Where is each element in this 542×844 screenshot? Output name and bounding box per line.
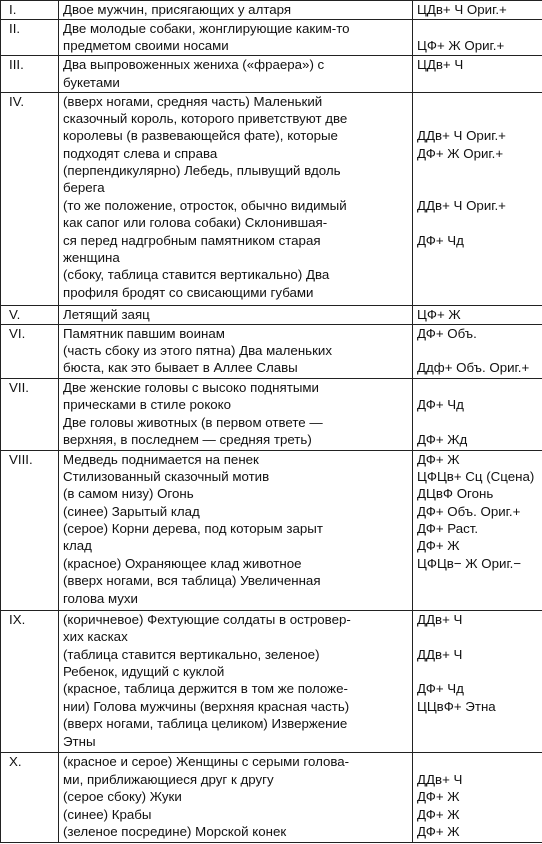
card-number: VIII. (9, 451, 33, 467)
response-line: ся перед надгробным памятником старая (63, 232, 321, 248)
response-line: Двое мужчин, присягающих у алтаря (63, 2, 292, 17)
scoring-cell (413, 378, 542, 450)
response-line: подходят слева и справа (63, 145, 218, 161)
response-cell (59, 610, 413, 753)
response-line: женщина (63, 250, 120, 266)
card-number-cell (1, 753, 59, 843)
response-line: (вверх ногами, средняя часть) Маленький (63, 93, 323, 109)
table-row (1, 610, 542, 753)
scoring-cell (413, 56, 542, 92)
response-line: (таблица ставится вертикально, зеленое) (63, 646, 320, 662)
response-line: (часть сбоку из этого пятна) Два маленьких (63, 343, 332, 358)
table-body (1, 1, 542, 843)
card-number: VI. (9, 325, 26, 341)
card-number: V. (9, 306, 21, 322)
scoring-code (417, 342, 542, 359)
card-number-cell (1, 610, 59, 753)
response-line: (сбоку, таблица ставится вертикально) Два (63, 267, 330, 283)
response-line: (красное и серое) Женщины с серыми голова- (63, 754, 350, 770)
scoring-code (417, 214, 542, 231)
scoring-code: ДДв+ Ч (417, 646, 463, 662)
response-line: сказочный король, которого приветствуют две (63, 110, 348, 126)
card-number-cell (1, 450, 59, 610)
scoring-code: ЦЦвФ+ Этна (417, 698, 496, 714)
scoring-code: ДЦвФ Огонь (417, 486, 494, 502)
scoring-code: ЦФЦв− Ж Ориг.− (417, 555, 522, 571)
scoring-code (417, 663, 542, 680)
scoring-code: ДДв+ Ч Ориг.+ (417, 197, 506, 213)
scoring-cell (413, 92, 542, 305)
response-line: ми, приближающиеся друг к другу (63, 771, 274, 787)
card-number: IV. (9, 93, 25, 109)
scoring-code (417, 110, 542, 127)
scoring-code: ЦДв+ Ч Ориг.+ (417, 2, 507, 17)
scoring-cell (413, 305, 542, 324)
response-line: (серое) Корни дерева, под которым зарыт (63, 521, 323, 537)
table-row (1, 56, 542, 92)
scoring-code: ДФ+ Ж (417, 451, 460, 467)
scoring-code: ДФ+ Ж (417, 806, 460, 822)
response-line: верхняя, в последнем — средняя треть) (63, 431, 312, 447)
response-line: Стилизованный сказочный мотив (63, 468, 270, 484)
response-line: королевы (в развевающейся фате), которые (63, 128, 338, 144)
response-line: хих касках (63, 629, 128, 645)
card-number-cell (1, 324, 59, 378)
scoring-code: ДФ+ Чд (417, 397, 464, 413)
scoring-code: ЦДв+ Ч (417, 57, 464, 73)
card-number-cell (1, 56, 59, 92)
card-number-cell (1, 19, 59, 55)
response-line: прическами в стиле рококо (63, 397, 232, 413)
table-row (1, 92, 542, 305)
table-row (1, 324, 542, 378)
response-cell (59, 378, 413, 450)
response-line: профиля бродят со свисающими губами (63, 284, 314, 300)
response-line: (красное) Охраняющее клад животное (63, 555, 302, 571)
response-line: Памятник павшим воинам (63, 325, 225, 341)
card-number: X. (9, 754, 22, 770)
scoring-code (417, 179, 542, 196)
scoring-code: ДФ+ Чд (417, 232, 464, 248)
response-line: Ребенок, идущий с куклой (63, 663, 225, 679)
scoring-code (417, 162, 542, 179)
response-line: как сапог или голова собаки) Склонившая- (63, 215, 328, 231)
scoring-cell (413, 19, 542, 55)
scoring-code (417, 414, 542, 431)
response-line: (синее) Крабы (63, 806, 152, 822)
table-row (1, 450, 542, 610)
card-number: II. (9, 20, 21, 36)
scoring-code: ДФ+ Раст. (417, 521, 479, 537)
scoring-code: ДФ+ Ж (417, 823, 460, 839)
response-cell (59, 753, 413, 843)
response-line: предметом своими носами (63, 38, 229, 54)
table-row (1, 19, 542, 55)
response-line: Два выпровоженных жениха («фраера») с (63, 57, 325, 73)
card-number-cell (1, 378, 59, 450)
scoring-code: ДФ+ Чд (417, 681, 464, 697)
scoring-code (417, 379, 542, 396)
response-line: (вверх ногами, таблица целиком) Извержение (63, 716, 348, 732)
scoring-code (417, 753, 542, 770)
response-cell (59, 324, 413, 378)
scoring-cell (413, 753, 542, 843)
scoring-cell (413, 450, 542, 610)
scoring-code (417, 284, 542, 301)
response-line: (перпендикулярно) Лебедь, плывущий вдоль (63, 163, 341, 179)
card-number: VII. (9, 379, 29, 395)
response-line: Этны (63, 733, 96, 749)
table-row (1, 378, 542, 450)
response-cell (59, 1, 413, 20)
scoring-code: ЦФ+ Ж (417, 306, 461, 322)
card-number-cell (1, 305, 59, 324)
scoring-code (417, 249, 542, 266)
card-number-cell (1, 1, 59, 20)
scoring-code (417, 572, 542, 589)
response-line: (зеленое посредине) Морской конек (63, 823, 287, 839)
response-cell (59, 56, 413, 92)
response-line: (коричневое) Фехтующие солдаты в островер- (63, 611, 351, 627)
scoring-code (417, 74, 542, 91)
response-line: (синее) Зарытый клад (63, 503, 200, 519)
response-line: Две головы животных (в первом ответе — (63, 414, 323, 430)
response-line: Медведь поднимается на пенек (63, 451, 259, 467)
scoring-code (417, 93, 542, 110)
response-line: Летящий заяц (63, 306, 150, 322)
scoring-cell (413, 610, 542, 753)
scoring-code (417, 590, 542, 607)
scoring-code: ЦФ+ Ж Ориг.+ (417, 38, 505, 54)
response-line: Две молодые собаки, жонглирующие каким-то (63, 20, 350, 36)
response-cell (59, 19, 413, 55)
scoring-code: ЦФЦв+ Сц (Сцена) (417, 468, 535, 484)
response-cell (59, 92, 413, 305)
scoring-code: ДФ+ Объ. Ориг.+ (417, 503, 521, 519)
response-line: нии) Голова мужчины (верхняя красная часть) (63, 698, 350, 714)
scoring-code (417, 20, 542, 37)
response-cell (59, 305, 413, 324)
response-line: букетами (63, 74, 120, 90)
card-number: I. (9, 2, 17, 17)
table-row (1, 1, 542, 20)
response-line: голова мухи (63, 590, 138, 606)
scoring-code: ДФ+ Ж (417, 538, 460, 554)
response-line: (серое сбоку) Жуки (63, 789, 182, 805)
scoring-cell (413, 324, 542, 378)
scoring-code: ДДв+ Ч Ориг.+ (417, 128, 506, 144)
scoring-code (417, 266, 542, 283)
scoring-code (417, 733, 542, 750)
card-number: IX. (9, 611, 26, 627)
scoring-code (417, 628, 542, 645)
scoring-code: ДФ+ Ж Ориг.+ (417, 145, 504, 161)
response-line: берега (63, 180, 105, 196)
card-number: III. (9, 57, 24, 73)
scoring-code: ДДв+ Ч (417, 611, 463, 627)
scoring-code: Ддф+ Объ. Ориг.+ (417, 360, 530, 376)
response-line: (красное, таблица держится в том же положе- (63, 681, 348, 697)
scoring-code (417, 715, 542, 732)
scoring-code: ДФ+ Ж (417, 789, 460, 805)
scoring-cell (413, 1, 542, 20)
response-line: клад (63, 538, 92, 554)
table-row (1, 305, 542, 324)
scoring-code: ДДв+ Ч (417, 771, 463, 787)
scoring-code: ДФ+ Жд (417, 431, 468, 447)
scoring-code: ДФ+ Объ. (417, 325, 477, 341)
table-row (1, 753, 542, 843)
response-line: бюста, как это бывает в Аллее Славы (63, 360, 298, 376)
response-line: (в самом низу) Огонь (63, 486, 194, 502)
response-line: (то же положение, отросток, обычно видимый (63, 197, 347, 213)
response-line: Две женские головы с высоко поднятыми (63, 379, 319, 395)
card-number-cell (1, 92, 59, 305)
response-line: (вверх ногами, вся таблица) Увеличенная (63, 573, 321, 589)
response-cell (59, 450, 413, 610)
